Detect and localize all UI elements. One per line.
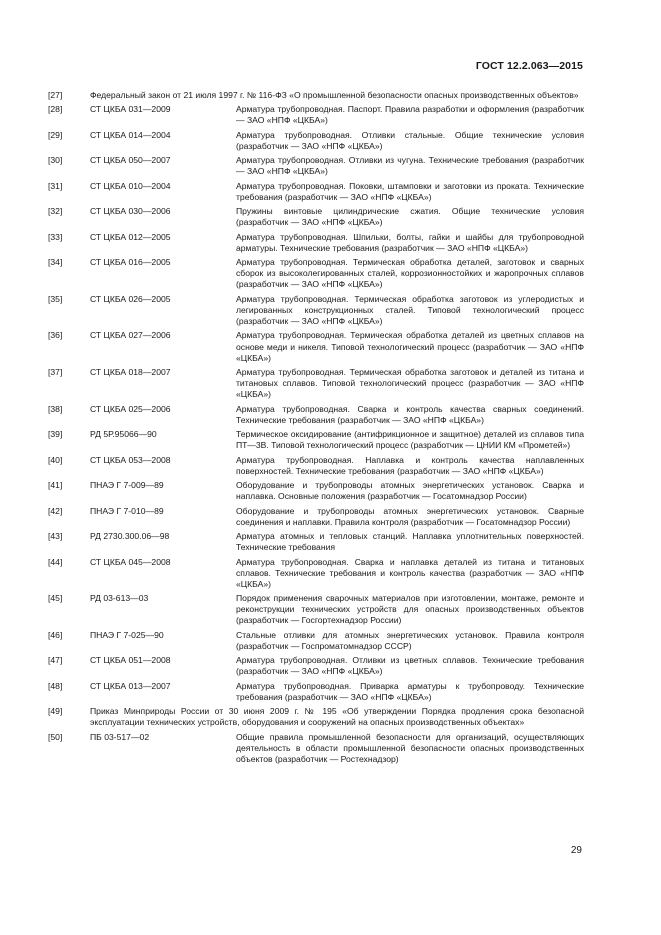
reference-number: [42] (48, 505, 63, 516)
reference-number: [43] (48, 531, 63, 542)
reference-entry (48, 404, 584, 426)
reference-code: РД 2730.300.06—98 (90, 531, 170, 542)
reference-entry (48, 232, 584, 254)
reference-code: СТ ЦКБА 026—2005 (90, 293, 171, 304)
reference-code: ПНАЭ Г 7-010—89 (90, 505, 164, 516)
reference-number: [36] (48, 330, 63, 341)
reference-entry (48, 630, 584, 652)
reference-code: СТ ЦКБА 031—2009 (90, 104, 171, 115)
reference-entry (48, 557, 584, 590)
reference-title: Арматура трубопроводная. Паспорт. Правила разработки и оформления (разработчик — ЗАО «НПФ «ЦКБА») (236, 104, 584, 126)
reference-code: СТ ЦКБА 016—2005 (90, 257, 171, 268)
reference-title: Арматура трубопроводная. Поковки, штамповки и заготовки из проката. Технические требования (разработчик — ЗАО «НПФ «ЦКБА») (236, 180, 584, 202)
reference-title: Стальные отливки для атомных энергетических установок. Правила контроля (разработчик — Госпроматомнадзор СССР) (236, 629, 584, 651)
reference-title: Оборудование и трубопроводы атомных энергетических установок. Сварка и наплавка. Основные положения (разработчик — Госатомнадзор России) (236, 480, 584, 502)
reference-title: Общие правила промышленной безопасности для организаций, осуществляющих деятельность в области промышленной безопасности опасных производственных объектов (разработчик — Ростехнадзор) (236, 731, 584, 764)
reference-number: [35] (48, 293, 63, 304)
reference-entry (48, 367, 584, 400)
reference-title: Федеральный закон от 21 июля 1997 г. № 116-ФЗ «О промышленной безопасности опасных производственных объектов» (90, 90, 579, 100)
reference-title: Приказ Минприроды России от 30 июня 2009 г. № 195 «Об утверждении Порядка продления срока безопасной эксплуатации технических устройств, оборудования и сооружений на опасных производственных объектах» (90, 706, 584, 728)
reference-entry (48, 593, 584, 626)
reference-title: Арматура трубопроводная. Отливки стальные. Общие технические условия (разработчик — ЗАО «НПФ «ЦКБА») (236, 129, 584, 151)
reference-entry (48, 90, 584, 101)
reference-code: СТ ЦКБА 050—2007 (90, 155, 171, 166)
reference-code: СТ ЦКБА 018—2007 (90, 367, 171, 378)
reference-code: ПНАЭ Г 7-025—90 (90, 629, 164, 640)
reference-title: Пружины винтовые цилиндрические сжатия. Общие технические условия (разработчик — ЗАО «НПФ «ЦКБА») (236, 206, 584, 228)
reference-entry (48, 181, 584, 203)
reference-number: [50] (48, 731, 63, 742)
reference-list (48, 90, 584, 768)
reference-number: [48] (48, 680, 63, 691)
reference-number: [39] (48, 429, 63, 440)
reference-number: [29] (48, 129, 63, 140)
reference-entry (48, 294, 584, 327)
reference-number: [32] (48, 206, 63, 217)
reference-number: [38] (48, 403, 63, 414)
reference-number: [33] (48, 231, 63, 242)
reference-title: Арматура трубопроводная. Наплавка и контроль качества наплавленных поверхностей. Технические требования (разработчик — ЗАО «НПФ «ЦКБА») (236, 454, 584, 476)
reference-title: Арматура атомных и тепловых станций. Наплавка уплотнительных поверхностей. Технические требования (236, 531, 584, 553)
reference-code: СТ ЦКБА 030—2006 (90, 206, 171, 217)
reference-code: СТ ЦКБА 013—2007 (90, 680, 171, 691)
reference-title: Арматура трубопроводная. Сварка и наплавка деталей из титана и титановых сплавов. Технические требования и контроль качества (разработчик — ЗАО «НПФ «ЦКБА») (236, 556, 584, 589)
reference-entry (48, 655, 584, 677)
reference-entry (48, 480, 584, 502)
reference-entry (48, 681, 584, 703)
reference-number: [31] (48, 180, 63, 191)
reference-number: [41] (48, 480, 63, 491)
reference-number: [30] (48, 155, 63, 166)
reference-title: Арматура трубопроводная. Термическая обработка заготовок и деталей из титана и титановых сплавов. Типовой технологический процесс (разработчик — ЗАО «НПФ «ЦКБА») (236, 367, 584, 400)
reference-entry (48, 206, 584, 228)
reference-title: Арматура трубопроводная. Отливки из чугуна. Технические требования (разработчик — ЗАО «НПФ «ЦКБА») (236, 155, 584, 177)
page-number: 29 (570, 845, 582, 856)
reference-number: [49] (48, 706, 63, 717)
reference-code: СТ ЦКБА 012—2005 (90, 231, 171, 242)
reference-entry (48, 155, 584, 177)
reference-number: [40] (48, 454, 63, 465)
reference-entry (48, 531, 584, 553)
reference-number: [34] (48, 257, 63, 268)
reference-number: [47] (48, 655, 63, 666)
reference-entry (48, 732, 584, 765)
reference-number: [27] (48, 90, 63, 100)
reference-entry (48, 130, 584, 152)
reference-code: СТ ЦКБА 010—2004 (90, 180, 171, 191)
reference-number: [45] (48, 593, 63, 604)
reference-code: РД 03-613—03 (90, 593, 149, 604)
reference-title: Порядок применения сварочных материалов при изготовлении, монтаже, ремонте и реконструкции технических устройств для опасных производственных объектов (разработчик — Госгортехнадзор России) (236, 593, 584, 626)
reference-number: [28] (48, 104, 63, 115)
reference-entry (48, 104, 584, 126)
reference-number: [44] (48, 556, 63, 567)
reference-code: СТ ЦКБА 045—2008 (90, 556, 171, 567)
reference-entry (48, 455, 584, 477)
document-header: ГОСТ 12.2.063—2015 (475, 60, 583, 72)
reference-code: СТ ЦКБА 027—2006 (90, 330, 171, 341)
reference-title: Арматура трубопроводная. Термическая обработка деталей из цветных сплавов на основе меди и никеля. Типовой технологический процесс (разработчик — ЗАО «НПФ «ЦКБА») (236, 330, 584, 363)
reference-code: ПБ 03-517—02 (90, 731, 150, 742)
reference-entry (48, 506, 584, 528)
reference-code: СТ ЦКБА 051—2008 (90, 655, 171, 666)
reference-code: СТ ЦКБА 014—2004 (90, 129, 171, 140)
reference-code: СТ ЦКБА 025—2006 (90, 403, 171, 414)
reference-code: ПНАЭ Г 7-009—89 (90, 480, 164, 491)
reference-title: Арматура трубопроводная. Термическая обработка заготовок из углеродистых и легированных конструкционных сталей. Типовой технологический процесс (разработчик — ЗАО «НПФ «ЦКБА») (236, 293, 584, 327)
reference-entry (48, 706, 584, 728)
reference-title: Термическое оксидирование (антифрикционное и защитное) деталей из сплавов типа ПТ—3В. Типовой технологический процесс (разработчик — ЦНИИ КМ «Прометей») (236, 429, 584, 451)
reference-title: Арматура трубопроводная. Шпильки, болты, гайки и шайбы для трубопроводной арматуры. Технические требования (разработчик — ЗАО «НПФ «ЦКБА») (236, 231, 584, 253)
reference-entry (48, 429, 584, 451)
reference-title: Арматура трубопроводная. Сварка и контроль качества сварных соединений. Технические требования (разработчик — ЗАО «НПФ «ЦКБА») (236, 403, 584, 425)
reference-code: РД 5Р.95066—90 (90, 429, 157, 440)
reference-title: Арматура трубопроводная. Термическая обработка деталей, заготовок и сварных сборок из высоколегированных сталей, коррозионностойких и жаропрочных сплавов (разработчик — ЗАО «НПФ «ЦКБА») (236, 257, 584, 290)
reference-code: СТ ЦКБА 053—2008 (90, 454, 171, 465)
reference-title: Арматура трубопроводная. Отливки из цветных сплавов. Технические требования (разработчик — ЗАО «НПФ «ЦКБА») (236, 655, 584, 677)
reference-entry (48, 257, 584, 290)
reference-title: Арматура трубопроводная. Приварка арматуры к трубопроводу. Технические требования (разработчик — ЗАО «НПФ «ЦКБА») (236, 680, 584, 702)
reference-number: [37] (48, 367, 63, 378)
reference-entry (48, 330, 584, 363)
reference-number: [46] (48, 629, 63, 640)
reference-title: Оборудование и трубопроводы атомных энергетических установок. Сварные соединения и наплавки. Правила контроля (разработчик — Госатомнадзор России) (236, 505, 584, 527)
